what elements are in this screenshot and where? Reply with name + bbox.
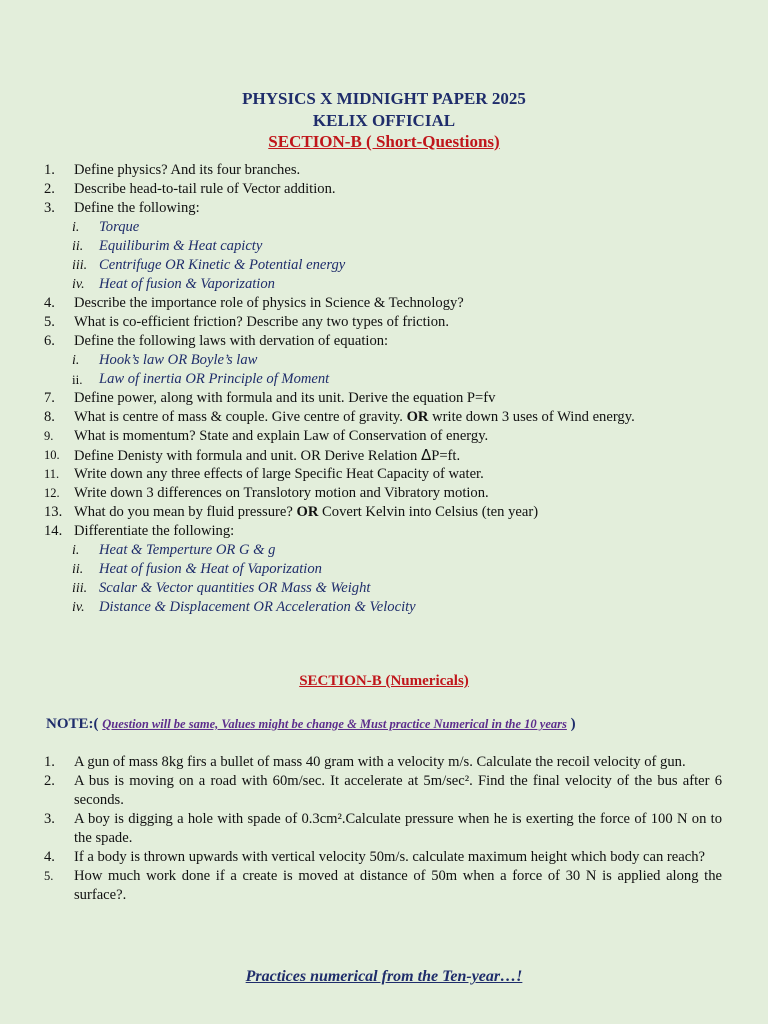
question-text-part: Define Denisty with formula and unit. OR Derive Relation — [74, 448, 421, 464]
question-text — [74, 408, 635, 427]
question-text — [74, 446, 460, 466]
question-text: Heat of fusion & Heat of Vaporization — [99, 561, 322, 577]
question-number: 6. — [44, 333, 55, 349]
question-item — [0, 446, 768, 465]
question-number: 14. — [44, 523, 63, 539]
or-keyword: OR — [296, 504, 319, 520]
question-text: Scalar & Vector quantities OR Mass & Weight — [99, 580, 371, 596]
question-text-part: Covert Kelvin into Celsius (ten year) — [318, 504, 539, 520]
paper-title: PHYSICS X MIDNIGHT PAPER 2025 — [242, 89, 526, 108]
sub-question-item — [0, 541, 768, 560]
numerical-number: 2. — [44, 773, 55, 789]
question-number: 11. — [44, 467, 60, 481]
sub-question-item — [0, 351, 768, 370]
numerical-item — [0, 848, 768, 867]
question-number: i. — [72, 220, 80, 235]
note-label: NOTE — [46, 716, 89, 732]
question-item — [0, 408, 768, 427]
question-text: Hook’s law OR Boyle’s law — [99, 352, 258, 368]
or-keyword: OR — [406, 409, 429, 425]
sub-question-item — [0, 370, 768, 389]
question-text: Centrifuge OR Kinetic & Potential energy — [99, 257, 346, 273]
question-text: Describe the importance role of physics in Science & Technology? — [74, 295, 464, 311]
short-questions-list — [0, 161, 768, 617]
numerical-number: 1. — [44, 754, 55, 770]
numericals-list — [0, 753, 768, 905]
question-text: Write down 3 differences on Translotory motion and Vibratory motion. — [74, 485, 489, 501]
question-item — [0, 465, 768, 484]
sub-question-item — [0, 237, 768, 256]
question-number: 9. — [44, 429, 54, 443]
question-item — [0, 199, 768, 218]
question-item — [0, 389, 768, 408]
question-number: iii. — [72, 258, 88, 273]
question-item — [0, 427, 768, 446]
question-text: Define physics? And its four branches. — [74, 162, 301, 178]
question-text: Heat & Temperture OR G & g — [99, 542, 276, 558]
question-text — [74, 503, 538, 522]
numerical-item — [0, 753, 768, 772]
numerical-text: A boy is digging a hole with spade of 0.3cm².Calculate pressure when he is exerting the force of 100 N on to the spade. — [74, 811, 722, 846]
question-text: Distance & Displacement OR Acceleration & Velocity — [99, 599, 416, 615]
question-number: 4. — [44, 295, 55, 311]
numerical-number: 5. — [44, 869, 54, 883]
question-number: 13. — [44, 504, 63, 520]
note-close: ) — [570, 716, 576, 732]
question-number: 5. — [44, 314, 55, 330]
question-item — [0, 484, 768, 503]
numerical-item — [0, 810, 768, 848]
question-text: Write down any three effects of large Specific Heat Capacity of water. — [74, 466, 484, 482]
question-text: Law of inertia OR Principle of Moment — [99, 371, 330, 387]
numerical-text: A gun of mass 8kg firs a bullet of mass 40 gram with a velocity m/s. Calculate the recoil velocity of gun. — [74, 754, 686, 770]
question-item — [0, 522, 768, 541]
question-number: 2. — [44, 181, 55, 197]
footer-note: Practices numerical from the Ten-year…! — [245, 968, 523, 985]
question-item — [0, 313, 768, 332]
question-text: Differentiate the following: — [74, 523, 235, 539]
question-number: 10. — [44, 448, 60, 462]
question-number: ii. — [72, 372, 83, 387]
sub-question-item — [0, 256, 768, 275]
question-text: Equiliburim & Heat capicty — [99, 238, 263, 254]
numerical-number: 4. — [44, 849, 55, 865]
numerical-item — [0, 772, 768, 810]
question-text: Describe head-to-tail rule of Vector addition. — [74, 181, 336, 197]
section-short-questions-heading: SECTION-B ( Short-Questions) — [268, 132, 500, 151]
question-item — [0, 294, 768, 313]
question-number: i. — [72, 353, 80, 368]
question-number: 3. — [44, 200, 55, 216]
question-item — [0, 332, 768, 351]
question-number: iv. — [72, 600, 85, 615]
sub-question-item — [0, 218, 768, 237]
sub-question-item — [0, 579, 768, 598]
sub-question-item — [0, 560, 768, 579]
question-item — [0, 180, 768, 199]
question-text: Define power, along with formula and its unit. Derive the equation P=fv — [74, 390, 496, 406]
question-text-part: P=ft. — [431, 448, 461, 464]
question-text: What is co-efficient friction? Describe any two types of friction. — [74, 314, 449, 330]
question-text-part: What do you mean by fluid pressure? — [74, 504, 297, 520]
numerical-text: How much work done if a create is moved at distance of 50m when a force of 30 N is applied along the surface?. — [74, 868, 722, 903]
numerical-number: 3. — [44, 811, 55, 827]
question-number: 8. — [44, 409, 55, 425]
question-text: Torque — [99, 219, 140, 235]
note-text: Question will be same, Values might be change & Must practice Numerical in the 10 years — [102, 717, 567, 731]
sub-question-item — [0, 598, 768, 617]
note-line — [46, 716, 576, 733]
question-text: What is momentum? State and explain Law of Conservation of energy. — [74, 428, 489, 444]
question-text-part: write down 3 uses of Wind energy. — [428, 409, 635, 425]
section-numericals-heading: SECTION-B (Numericals) — [299, 673, 469, 689]
numerical-text: A bus is moving on a road with 60m/sec. It accelerate at 5m/sec². Find the final velocity of the bus after 6 seconds. — [74, 773, 722, 808]
sub-question-item — [0, 275, 768, 294]
numerical-item — [0, 867, 768, 905]
question-number: iv. — [72, 277, 85, 292]
question-number: 7. — [44, 390, 55, 406]
delta-symbol: Δ — [420, 446, 432, 464]
question-text: Define the following laws with dervation of equation: — [74, 333, 389, 349]
question-number: iii. — [72, 581, 88, 596]
question-number: i. — [72, 543, 80, 558]
question-text: Define the following: — [74, 200, 200, 216]
numerical-text: If a body is thrown upwards with vertical velocity 50m/s. calculate maximum height which body can reach? — [74, 849, 705, 865]
question-number: ii. — [72, 239, 84, 254]
question-item — [0, 161, 768, 180]
question-number: 12. — [44, 486, 60, 500]
question-item — [0, 503, 768, 522]
question-number: 1. — [44, 162, 55, 178]
note-open: :( — [88, 716, 99, 732]
paper-subtitle: KELIX OFFICIAL — [312, 111, 456, 130]
question-text: Heat of fusion & Vaporization — [99, 276, 275, 292]
question-number: ii. — [72, 562, 84, 577]
question-text-part: What is centre of mass & couple. Give centre of gravity. — [74, 409, 407, 425]
